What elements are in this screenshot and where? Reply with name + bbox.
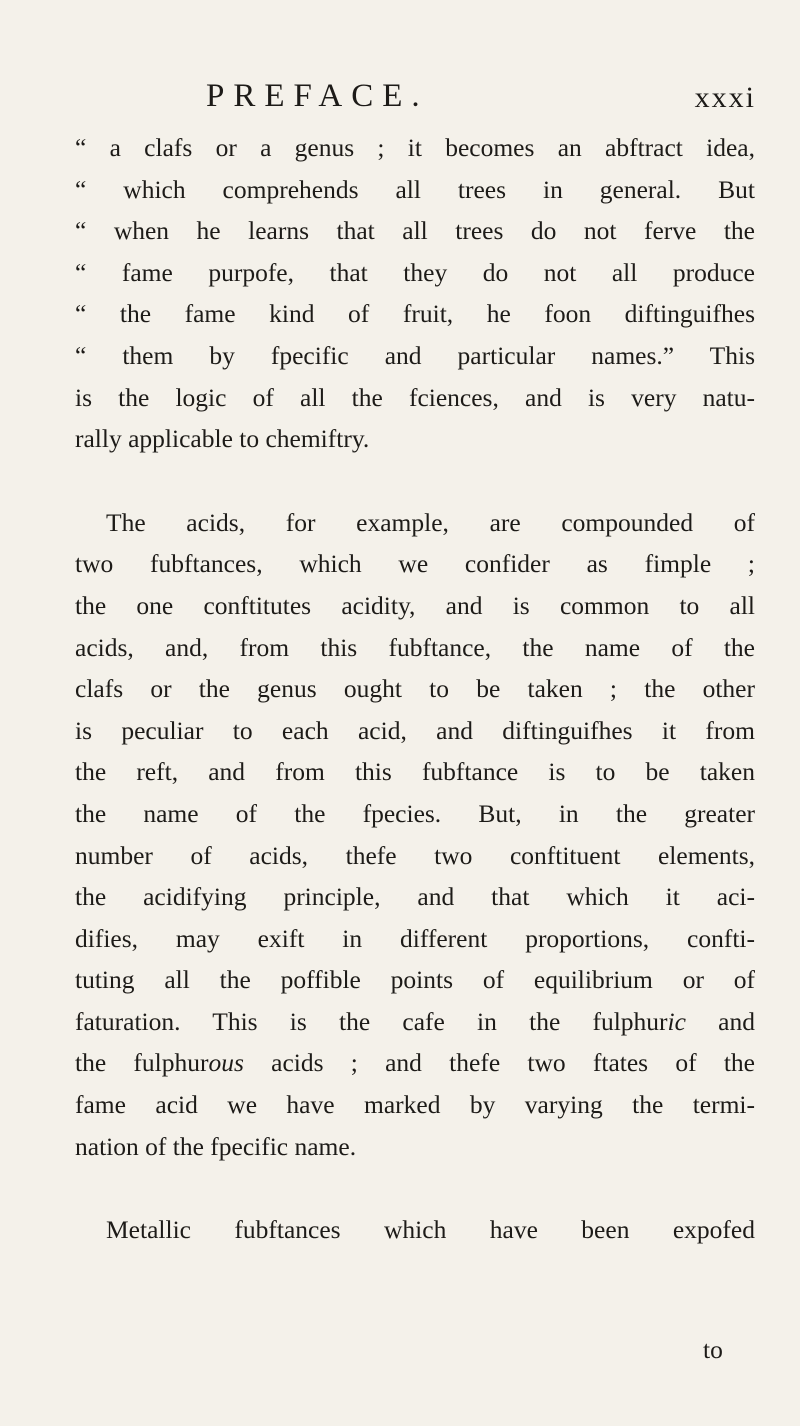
text-line: tuting all the poffible points of equilibrium or of — [75, 965, 755, 995]
text-line: “ them by fpecific and particular names.” This — [75, 340, 755, 370]
text-line: rally applicable to chemiftry. — [75, 424, 370, 454]
text-line: nation of the fpecific name. — [75, 1131, 357, 1161]
text-line: Metallic fubftances which have been expofed — [106, 1215, 755, 1245]
text-line: “ which comprehends all trees in general. But — [75, 174, 755, 204]
text-line: “ fame purpofe, that they do not all produce — [75, 257, 755, 287]
text-line: “ when he learns that all trees do not ferve the — [75, 216, 755, 246]
paragraph-gap — [75, 460, 755, 502]
text-line: fame acid we have marked by varying the termi- — [75, 1090, 755, 1120]
text-line: difies, may exift in different proportions, confti- — [75, 923, 755, 953]
text-line: number of acids, thefe two conftituent elements, — [75, 840, 755, 870]
paragraph-gap — [75, 1167, 755, 1209]
italic-suffix: ic — [667, 1006, 686, 1036]
text-line: “ a clafs or a genus ; it becomes an abftract idea, — [75, 133, 755, 162]
text-line: is peculiar to each acid, and diftinguifhes it from — [75, 715, 755, 745]
text-line — [75, 1001, 755, 1043]
text-line: clafs or the genus ought to be taken ; the other — [75, 674, 755, 704]
running-title: PREFACE. — [206, 78, 429, 114]
text-run: the fulphur — [75, 1048, 209, 1078]
text-line: the reft, and from this fubftance is to be taken — [75, 757, 755, 787]
text-run: faturation. This is the cafe in the fulphur — [75, 1006, 668, 1036]
catchword: to — [703, 1335, 723, 1364]
text-line: the one conftitutes acidity, and is common to all — [75, 590, 755, 620]
body-text — [75, 127, 755, 1251]
page-header — [206, 76, 756, 116]
text-line: is the logic of all the fciences, and is very natu- — [75, 382, 755, 412]
page-number: xxxi — [694, 81, 756, 114]
paragraph-2 — [75, 502, 755, 1168]
text-run: acids ; and thefe two ftates of the — [243, 1048, 755, 1078]
italic-suffix: ous — [208, 1048, 244, 1078]
paragraph-1 — [75, 127, 755, 460]
paragraph-3 — [75, 1209, 755, 1251]
text-line: the name of the fpecies. But, in the greater — [75, 798, 755, 828]
text-run: and — [685, 1006, 755, 1036]
text-line: the acidifying principle, and that which it aci- — [75, 882, 755, 912]
text-line: two fubftances, which we confider as fimple ; — [75, 549, 755, 579]
text-line — [75, 1042, 755, 1084]
text-line: “ the fame kind of fruit, he foon diftinguifhes — [75, 299, 755, 329]
text-line: acids, and, from this fubftance, the name of the — [75, 632, 755, 662]
text-line: The acids, for example, are compounded of — [106, 507, 755, 537]
